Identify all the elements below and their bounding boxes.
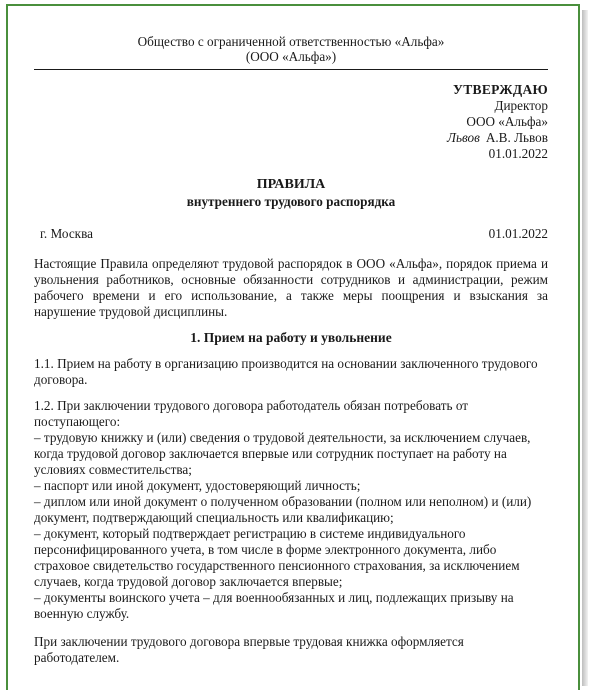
closing-text: При заключении трудового договора впервые трудовая книжка оформляется [34,634,464,649]
signature: Львов [447,130,480,145]
approval-title: УТВЕРЖДАЮ [453,82,548,97]
organization-header [34,34,548,64]
approval-block [34,82,548,162]
approval-date: 01.01.2022 [488,146,548,161]
closing-paragraph [34,634,548,665]
clause-1-2 [34,398,548,622]
title-line-2: внутреннего трудового распорядка [186,194,396,209]
list-item: – диплом или иной документ о полученном образовании (полном или неполном) и (или) документ, подтверждающий специальность или квалификацию; [34,494,532,525]
list-item: – документы воинского учета – для военнообязанных и лиц, подлежащих призыву на военную службу. [34,590,514,621]
intro-paragraph: Настоящие Правила определяют трудовой распорядок в ООО «Альфа», порядок приема и увольнения работников, основные обязанности сотрудников и администрации, режим рабочего времени и его использование, а также меры поощрения и взыскания за нарушение трудовой дисциплины. [34,256,548,319]
section-heading: 1. Прием на работу и увольнение [190,330,392,345]
list-item: – паспорт или иной документ, удостоверяющий личность; [34,478,361,493]
document-date: 01.01.2022 [488,226,548,241]
document-title [34,176,548,210]
approver-company: ООО «Альфа» [466,114,548,129]
closing-cut-text: работодателем. [34,650,120,665]
org-short-name: (ООО «Альфа») [245,49,337,64]
org-full-name: Общество с ограниченной ответственностью «Альфа» [137,34,445,49]
document-page [6,4,580,690]
approver-signature-line [34,130,548,146]
title-line-1: ПРАВИЛА [256,177,326,192]
header-divider [34,69,548,70]
list-item: – документ, который подтверждает регистрацию в системе индивидуального персонифицированного учета, в том числе в форме электронного документа, либо страховое свидетельство государственного пенсионного страхования, за исключением случаев, когда трудовой договор заключается впервые; [34,526,520,589]
page-shadow [582,10,588,686]
clause-1-1: 1.1. Прием на работу в организацию производится на основании заключенного трудового договора. [34,356,538,387]
approver-name: А.В. Львов [485,130,548,145]
approver-position: Директор [494,98,548,113]
place-date-row [34,226,548,242]
city: г. Москва [40,226,93,241]
clause-1-2-text: 1.2. При заключении трудового договора работодатель обязан потребовать от поступающего: [34,398,469,429]
list-item: – трудовую книжку и (или) сведения о трудовой деятельности, за исключением случаев, когда трудовой договор заключается впервые или сотрудник поступает на работу на условиях совместительства; [34,430,531,477]
